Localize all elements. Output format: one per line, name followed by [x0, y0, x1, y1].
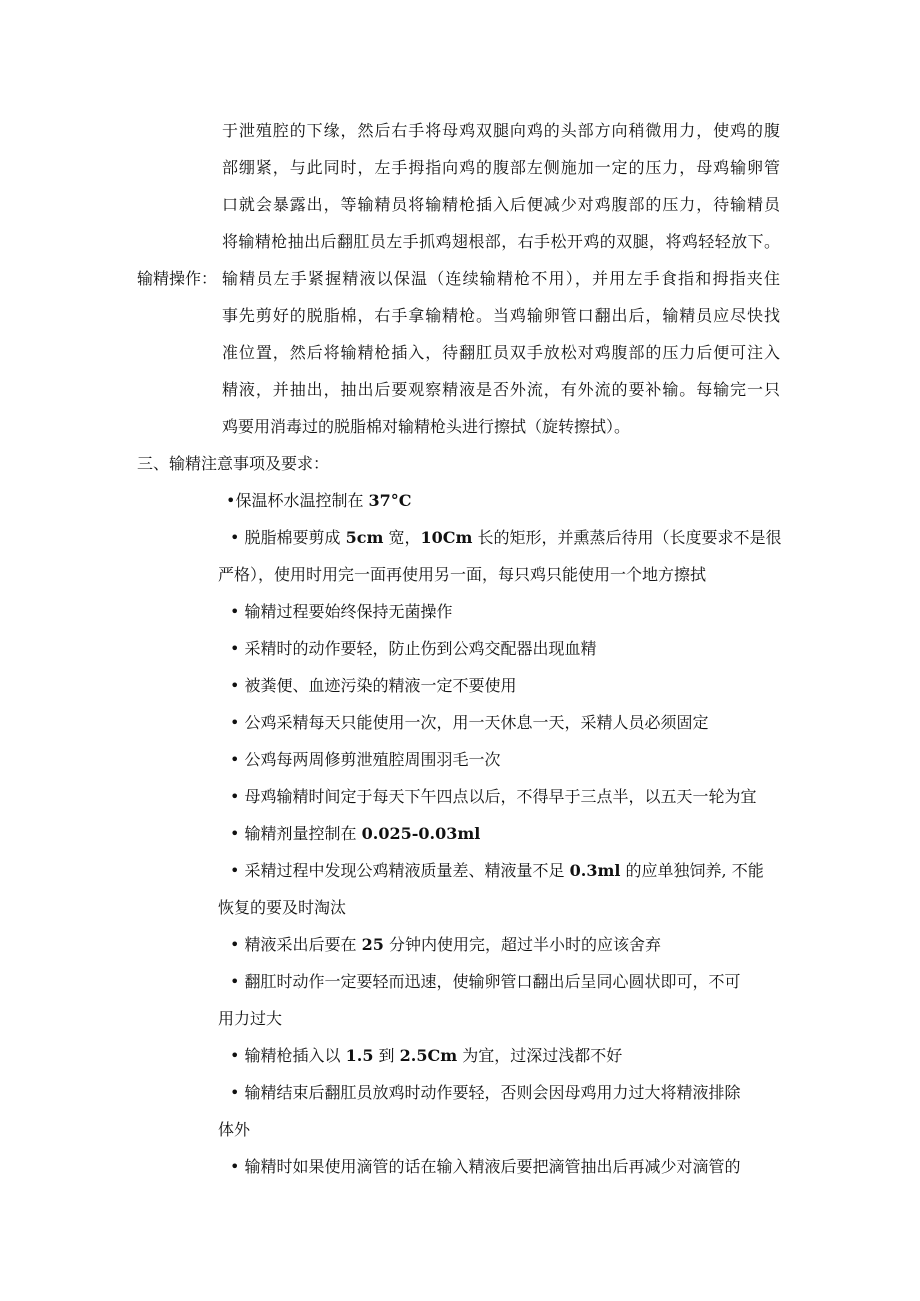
bullet-value: 5cm: [345, 528, 384, 547]
bullet-release-hen-line-2: 体外: [218, 1120, 251, 1139]
bullet-insert-depth: [230, 1045, 622, 1067]
bullet-text: • 输精枪插入以: [230, 1046, 346, 1065]
bullet-water-temp: [226, 490, 412, 512]
bullet-text: • 输精剂量控制在: [230, 824, 362, 843]
bullet-text: 为宜，过深过浅都不好: [457, 1046, 623, 1065]
bullet-use-time: [230, 934, 661, 956]
bullet-value: 25: [361, 935, 384, 954]
bullet-text: 分钟内使用完，超过半小时的应该舍弃: [383, 935, 661, 954]
bullet-value: 37°C: [368, 491, 412, 510]
bullet-text: 到: [373, 1046, 400, 1065]
bullet-text: 的应单独饲养, 不能: [620, 861, 764, 880]
bullet-value: 2.5Cm: [399, 1046, 458, 1065]
bullet-value: 1.5: [345, 1046, 374, 1065]
bullet-cotton-size: [230, 527, 782, 549]
bullet-rooster-schedule: • 公鸡采精每天只能使用一次，用一天休息一天，采精人员必须固定: [230, 713, 709, 732]
bullet-release-hen: • 输精结束后翻肛员放鸡时动作要轻，否则会因母鸡用力过大将精液排除: [230, 1083, 741, 1102]
bullet-insemination-time: • 母鸡输精时间定于每天下午四点以后，不得早于三点半，以五天一轮为宜: [230, 787, 757, 806]
bullet-cotton-size-line-2: 严格），使用时用完一面再使用另一面，每只鸡只能使用一个地方擦拭: [218, 565, 707, 584]
operation-line-1: 输精员左手紧握精液以保温（连续输精枪不用），并用左手食指和拇指夹住: [222, 269, 780, 288]
bullet-gentle-collection: • 采精时的动作要轻，防止伤到公鸡交配器出现血精: [230, 639, 597, 658]
intro-line-1: 于泄殖腔的下缘，然后右手将母鸡双腿向鸡的头部方向稍微用力，使鸡的腹: [222, 121, 780, 140]
operation-line-2: 事先剪好的脱脂棉，右手拿输精枪。当鸡输卵管口翻出后，输精员应尽快找: [222, 306, 780, 325]
bullet-text: 宽，: [383, 528, 421, 547]
bullet-text: •保温杯水温控制在: [226, 491, 369, 510]
operation-line-4: 精液，并抽出，抽出后要观察精液是否外流，有外流的要补输。每输完一只: [222, 380, 780, 399]
bullet-value: 10Cm: [420, 528, 473, 547]
bullet-contamination: • 被粪便、血迹污染的精液一定不要使用: [230, 676, 517, 695]
bullet-text: • 采精过程中发现公鸡精液质量差、精液量不足: [230, 861, 570, 880]
bullet-dose: [230, 823, 480, 845]
section-heading: 三、输精注意事项及要求：: [137, 454, 330, 473]
operation-label: 输精操作：: [137, 269, 218, 288]
bullet-vent-flip: • 翻肛时动作一定要轻而迅速，使输卵管口翻出后呈同心圆状即可，不可: [230, 972, 741, 991]
bullet-poor-semen: [230, 860, 764, 882]
bullet-text: 长的矩形，并熏蒸后待用（长度要求不是很: [472, 528, 782, 547]
bullet-value: 0.3ml: [569, 861, 621, 880]
bullet-dropper: • 输精时如果使用滴管的话在输入精液后要把滴管抽出后再减少对滴管的: [230, 1157, 741, 1176]
bullet-vent-flip-line-2: 用力过大: [218, 1009, 283, 1028]
intro-line-2: 部绷紧，与此同时，左手拇指向鸡的腹部左侧施加一定的压力，母鸡输卵管: [222, 158, 780, 177]
bullet-feather-trim: • 公鸡每两周修剪泄殖腔周围羽毛一次: [230, 750, 501, 769]
bullet-text: • 脱脂棉要剪成: [230, 528, 346, 547]
bullet-value: 0.025-0.03ml: [361, 824, 481, 843]
intro-line-3: 口就会暴露出，等输精员将输精枪插入后便减少对鸡腹部的压力，待输精员: [222, 195, 780, 214]
operation-line-3: 准位置，然后将输精枪插入，待翻肛员双手放松对鸡腹部的压力后便可注入: [222, 343, 780, 362]
intro-line-4: 将输精枪抽出后翻肛员左手抓鸡翅根部，右手松开鸡的双腿，将鸡轻轻放下。: [222, 232, 780, 251]
operation-line-5: 鸡要用消毒过的脱脂棉对输精枪头进行擦拭（旋转擦拭）。: [222, 417, 631, 436]
bullet-text: • 精液采出后要在: [230, 935, 362, 954]
bullet-poor-semen-line-2: 恢复的要及时淘汰: [218, 898, 347, 917]
bullet-aseptic: • 输精过程要始终保持无菌操作: [230, 602, 453, 621]
